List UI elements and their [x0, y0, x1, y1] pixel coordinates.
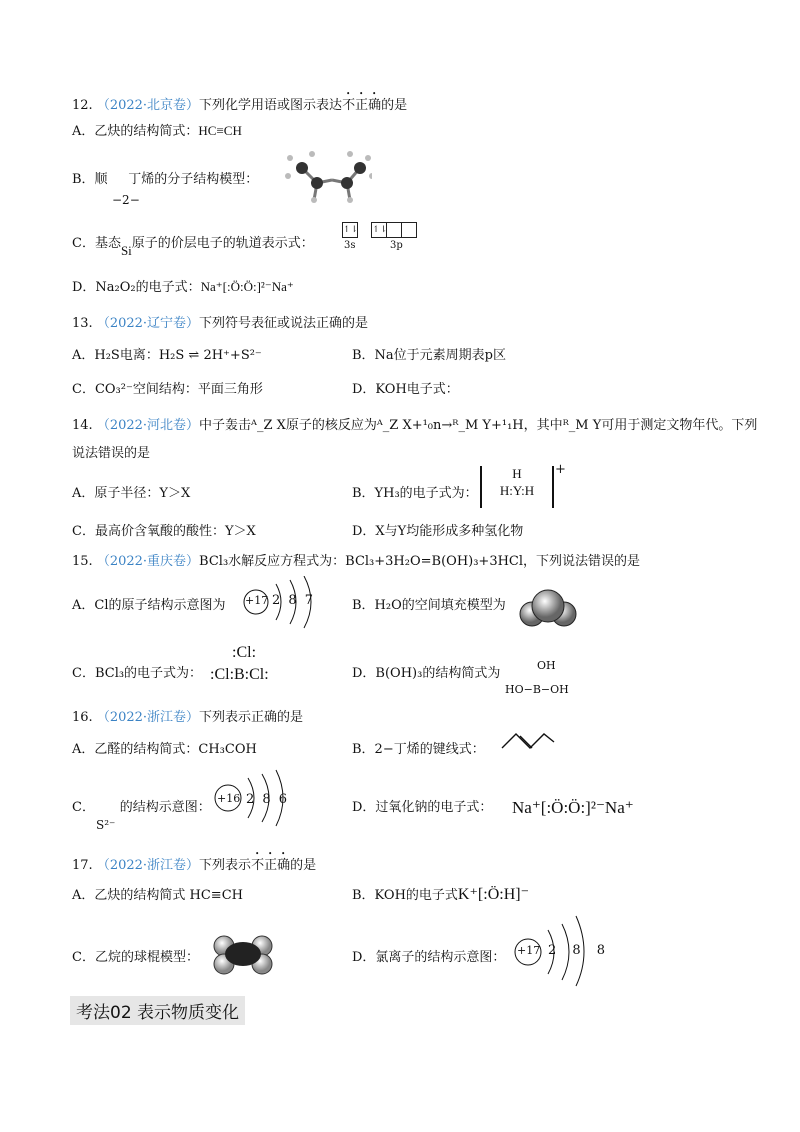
q14-stem: 14. （2022·河北卷）中子轰击ᴬ_Z X原子的核反应为ᴬ_Z X+¹₀n→ᴿ_M Y+¹₁H，其中ᴿ_M Y可用于测定文物年代。下列 [72, 418, 758, 433]
q16-option-a: A．乙醛的结构简式：CH₃COH [72, 742, 257, 757]
q12-stem: 12. （2022·北京卷）下列化学用语或图示表达不正确的是 [72, 98, 408, 113]
q17-stem: 17. （2022·浙江卷）下列表示不正确的是 [72, 858, 317, 873]
question-source: （2022·北京卷） [96, 98, 200, 113]
na2o2-electron-formula: Na⁺[:Ö:Ö:]²⁻Na⁺ [512, 798, 634, 817]
q15-option-a: A．Cl的原子结构示意图为 [72, 598, 226, 613]
orbital-diagram [342, 222, 416, 238]
q13-option-c: C．CO₃²⁻空间结构：平面三角形 [72, 382, 263, 397]
q17-option-a: A．乙炔的结构简式 HC≡CH [72, 888, 243, 903]
skeletal-formula-image [500, 730, 556, 752]
q12-b-subscript: −2− [112, 193, 140, 207]
q16-stem: 16. （2022·浙江卷）下列表示正确的是 [72, 710, 304, 725]
shell-electrons: 2 8 8 [548, 943, 612, 958]
q12-option-d: D．Na₂O₂的电子式：Na⁺[:Ö:Ö:]²⁻Na⁺ [72, 279, 294, 295]
q13-option-d: D．KOH电子式： [352, 382, 459, 397]
boric-acid-structure: OH HO−B−OH [505, 659, 569, 696]
q12-option-c: C．基态Si原子的价层电子的轨道表示式： [72, 236, 314, 258]
orbital-3p-1: ↿⇂ [371, 222, 387, 238]
nucleus-label: +16 [217, 792, 241, 805]
water-space-filling-model-image [518, 588, 578, 630]
q15-stem: 15. （2022·重庆卷）BCl₃水解反应方程式为：BCl₃+3H₂O=B(OH)₃+3HCl，下列说法错误的是 [72, 554, 641, 569]
charge-plus: + [555, 462, 566, 477]
q17-option-c: C．乙烷的球棍模型： [72, 950, 199, 965]
emphasis-text: 不正确 [342, 98, 382, 113]
yh3-electron-formula: H H:Y:H [480, 466, 554, 508]
label-3s: 3s [344, 240, 356, 251]
q15-option-c: C．BCl₃的电子式为： [72, 666, 203, 681]
q16-option-c: C． 的结构示意图： [72, 800, 211, 815]
q13-option-b: B．Na位于元素周期表p区 [352, 348, 507, 363]
q14-stem-line2: 说法错误的是 [72, 446, 151, 461]
q16-option-d: D．过氧化钠的电子式： [352, 800, 493, 815]
q14-option-a: A．原子半径：Y＞X [72, 486, 191, 501]
ethane-model-image [212, 932, 274, 976]
q15-option-d: D．B(OH)₃的结构简式为 [352, 666, 501, 681]
q13-option-a: A．H₂S电离：H₂S ⇌ 2H⁺+S²⁻ [72, 348, 262, 363]
orbital-3s: ↿⇂ [342, 222, 358, 238]
q14-option-c: C．最高价含氧酸的酸性：Y＞X [72, 524, 256, 539]
shell-electrons: 2 8 6 [246, 792, 290, 807]
question-number: 12. [72, 98, 93, 113]
label-3p: 3p [390, 240, 403, 251]
q12-option-a: A．乙炔的结构简式：HC≡CH [72, 123, 242, 139]
orbital-3p-2 [386, 222, 402, 238]
q16-option-b: B．2−丁烯的键线式： [352, 742, 485, 757]
q13-stem: 13. （2022·辽宁卷）下列符号表征或说法正确的是 [72, 316, 369, 331]
nucleus-label: +17 [517, 944, 541, 957]
nucleus-label: +17 [245, 594, 269, 607]
q17-option-b: B．KOH的电子式K⁺[:Ö:H]⁻ [352, 886, 530, 903]
q14-option-d: D．X与Y均能形成多种氢化物 [352, 524, 524, 539]
q14-option-b: B．YH₃的电子式为： [352, 486, 478, 501]
sulfide-ion: S²⁻ [96, 818, 116, 832]
q12-option-b: B．顺 丁烯的分子结构模型： [72, 172, 259, 187]
q15-option-b: B．H₂O的空间填充模型为 [352, 598, 506, 613]
shell-electrons: 2 8 7 [272, 593, 316, 608]
cis-2-butene-model-image [282, 148, 372, 208]
section-heading: 考法02 表示物质变化 [70, 996, 245, 1025]
bcl3-electron-formula: :Cl: :Cl:B:Cl: [210, 644, 269, 683]
q17-option-d: D．氯离子的结构示意图： [352, 950, 506, 965]
orbital-3p-3 [401, 222, 417, 238]
